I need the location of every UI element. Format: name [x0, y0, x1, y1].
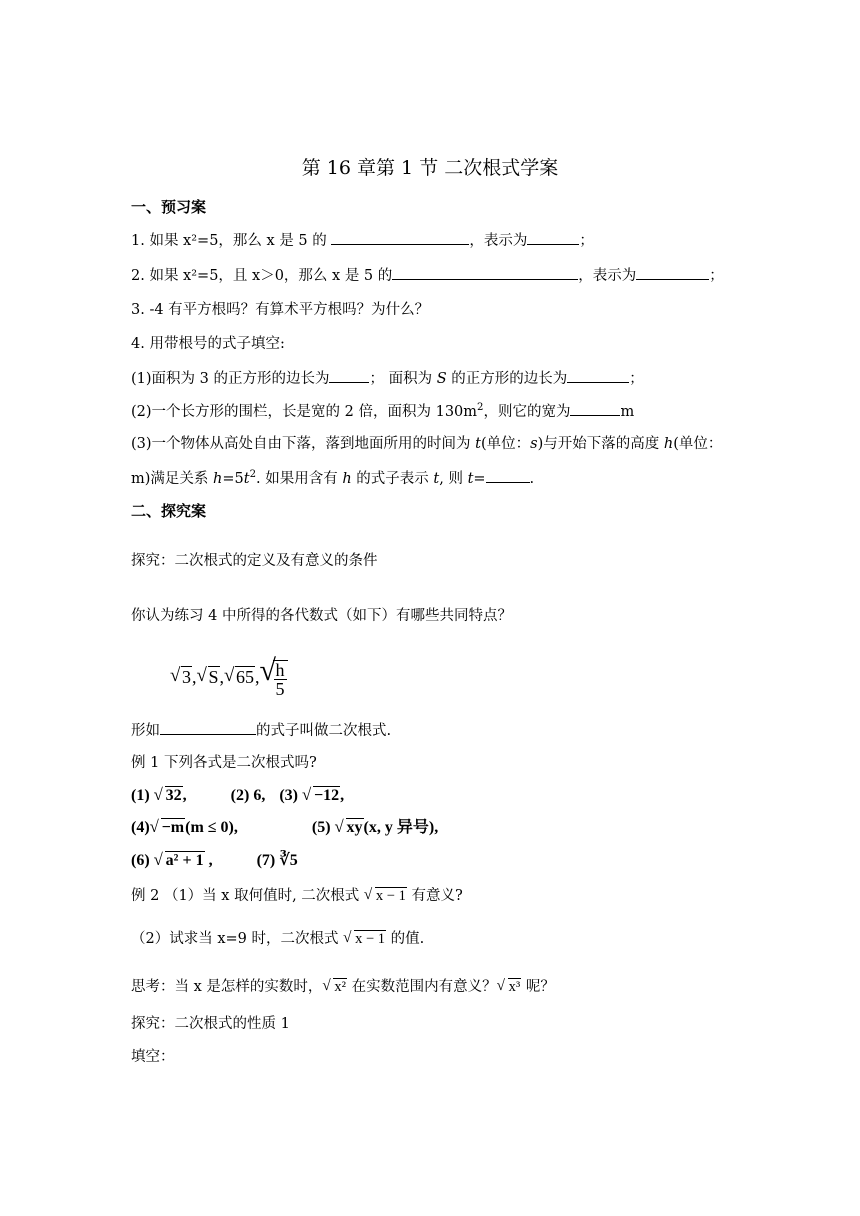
- radical-expressions: [170, 654, 288, 699]
- comma: ,: [219, 667, 225, 688]
- think-text: 思考：当 x 是怎样的实数时，: [131, 979, 323, 995]
- sqrt-x-squared: √ x²: [322, 977, 347, 995]
- item-4-condition: (m ≤ 0),: [185, 819, 238, 836]
- comma: ,: [192, 667, 197, 688]
- ex2b-text-b: 的值.: [386, 931, 425, 947]
- q4-3b-text-c: =5: [222, 471, 244, 487]
- q4-3-text-g: (单位：: [673, 436, 723, 452]
- var-t: t: [475, 436, 481, 452]
- explore-definition: 探究：二次根式的定义及有意义的条件: [131, 553, 378, 569]
- q4-1-text-b: ； 面积为: [369, 371, 437, 387]
- cube-root-5: ∛5: [279, 852, 298, 869]
- ex2a-text: 例 2 （1）当 x 取何值时, 二次根式: [131, 888, 364, 904]
- item-2: (2) 6,: [230, 787, 266, 804]
- exponent: 2: [477, 402, 484, 414]
- sqrt-a2-plus-1: √ a² + 1: [153, 850, 204, 869]
- var-s: S: [436, 371, 447, 387]
- example-1-row-1: [131, 786, 344, 806]
- think-text-b: 在实数范围内有意义？: [347, 979, 497, 995]
- answer-blank[interactable]: [527, 230, 579, 245]
- unit-m: m: [620, 404, 635, 420]
- var-h: h: [663, 436, 674, 452]
- section-heading-preview: 一、预习案: [131, 198, 207, 216]
- example-1-row-3: [131, 851, 298, 871]
- question-4-3-cont: [131, 468, 534, 489]
- q4-2-text-c: ，则它的宽为: [483, 404, 571, 420]
- sqrt-xy: √ xy: [334, 817, 363, 836]
- q4-3b-text-f: . 如果用含有: [256, 471, 343, 487]
- question-3: 3. -4 有平方根吗？有算术平方根吗？为什么？: [131, 302, 430, 318]
- item-6-label: (6): [131, 852, 154, 869]
- sqrt-s: √ S: [196, 665, 219, 688]
- question-4-2: [131, 401, 634, 422]
- sqrt-x-cubed: √ x³: [496, 977, 521, 995]
- sqrt-neg-12: √ −12: [301, 785, 340, 804]
- question-4-1: [131, 368, 644, 389]
- item-1-label: (1): [131, 787, 154, 804]
- q4-1-text-e: ；: [629, 371, 644, 387]
- q4-3-text: (3)一个物体从高处自由下落，落到地面所用的时间为: [131, 436, 476, 452]
- form-text-a: 形如: [131, 723, 160, 739]
- comma: ,: [255, 667, 260, 688]
- question-1: [131, 230, 594, 251]
- example-1-row-2: [131, 818, 438, 838]
- q1-text: 1. 如果 x²=5，那么 x 是 5 的: [131, 233, 332, 249]
- answer-blank[interactable]: [329, 368, 369, 383]
- question-2: [131, 265, 724, 286]
- question-4-3: [131, 434, 722, 454]
- example-2-part-1: [131, 886, 463, 906]
- answer-blank[interactable]: [331, 230, 469, 245]
- q2-text: 2. 如果 x²=5，且 x＞0，那么 x 是 5 的: [131, 268, 393, 284]
- q4-1-text-d: 的正方形的边长为: [446, 371, 568, 387]
- answer-blank[interactable]: [392, 265, 578, 280]
- answer-blank[interactable]: [160, 720, 256, 735]
- item-5-label: (5): [311, 819, 335, 836]
- comma: ,: [182, 787, 187, 804]
- section-heading-explore: 二、探究案: [131, 502, 207, 520]
- q4-3b-text-j: , 则: [439, 471, 468, 487]
- answer-blank[interactable]: [567, 368, 629, 383]
- form-text-b: 的式子叫做二次根式.: [256, 723, 392, 739]
- q2-text-c: ；: [709, 268, 724, 284]
- var-t: t: [467, 471, 474, 487]
- answer-blank[interactable]: [570, 401, 620, 416]
- ex2b-text: （2）试求当 x=9 时，二次根式: [131, 931, 344, 947]
- period: .: [529, 471, 535, 487]
- item-5-condition: (x, y 异号),: [363, 819, 439, 836]
- var-s: s: [530, 436, 538, 452]
- example-1: 例 1 下列各式是二次根式吗?: [131, 755, 317, 771]
- fill-in-label: 填空：: [131, 1049, 175, 1065]
- sqrt-h-over-5: √ $\frac{h}{5}$: [260, 660, 288, 698]
- sqrt-neg-m: √ −m: [149, 817, 185, 836]
- var-t: t: [433, 471, 440, 487]
- q4-1-text: (1)面积为 3 的正方形的边长为: [131, 371, 330, 387]
- q4-3b-text: m)满足关系: [131, 471, 214, 487]
- exponent: 2: [249, 469, 257, 481]
- sqrt-3: √ 3: [170, 665, 191, 688]
- q1-text-b: ，表示为: [469, 233, 528, 249]
- answer-blank[interactable]: [486, 468, 530, 483]
- question-4: 4. 用带根号的式子填空:: [131, 336, 285, 352]
- sqrt-32: √ 32: [153, 785, 182, 804]
- q2-text-b: ，表示为: [578, 268, 637, 284]
- example-2-part-2: [131, 929, 424, 949]
- q4-3b-text-h: 的式子表示: [351, 471, 434, 487]
- definition-fill: [131, 720, 391, 741]
- sqrt-65: √ 65: [224, 665, 255, 688]
- q4-3-text-e: )与开始下落的高度: [537, 436, 664, 452]
- think-question: [131, 977, 555, 997]
- q4-2-text: (2)一个长方形的围栏，长是宽的 2 倍，面积为 130m: [131, 404, 478, 420]
- var-h: h: [342, 471, 352, 487]
- answer-blank[interactable]: [636, 265, 709, 280]
- var-t: t: [243, 471, 250, 487]
- page-title: 第 16 章第 1 节 二次根式学案: [301, 157, 559, 179]
- sqrt-x-minus-1: √ x − 1: [343, 929, 386, 947]
- comma: ,: [204, 852, 213, 869]
- var-h: h: [213, 471, 223, 487]
- q4-3-text-c: (单位：: [480, 436, 531, 452]
- item-3-label: (3): [279, 787, 302, 804]
- item-7-label: (7): [256, 852, 280, 869]
- item-4-label: (4): [131, 819, 150, 836]
- sqrt-x-minus-1: √ x − 1: [363, 886, 406, 904]
- explore-property-1: 探究：二次根式的性质 1: [131, 1016, 290, 1032]
- common-features-question: 你认为练习 4 中所得的各代数式（如下）有哪些共同特点？: [131, 608, 512, 624]
- comma: ,: [340, 787, 345, 804]
- think-text-c: 呢？: [521, 979, 555, 995]
- ex2a-text-b: 有意义?: [406, 888, 463, 904]
- equals: =: [473, 471, 486, 487]
- q1-text-c: ；: [579, 233, 594, 249]
